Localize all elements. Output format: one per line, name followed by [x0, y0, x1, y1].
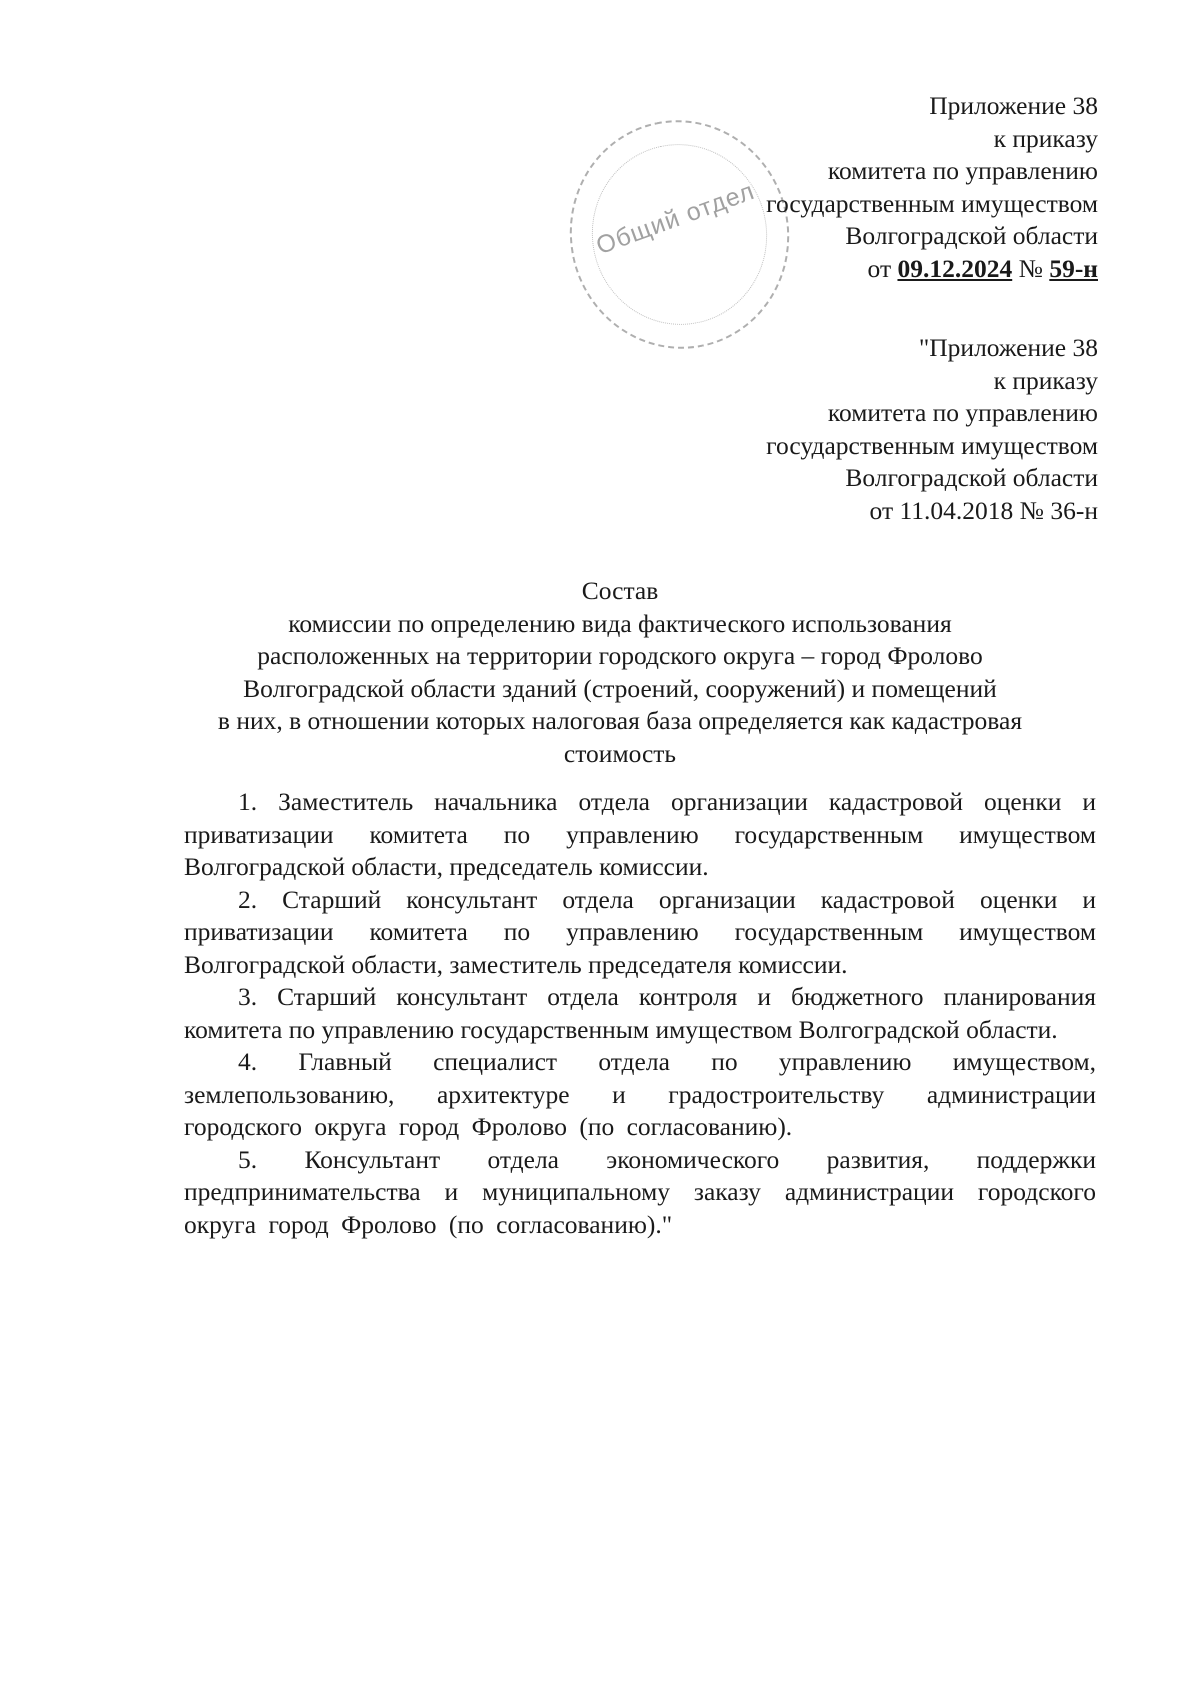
- prev-appendix-label: "Приложение 38: [918, 333, 1098, 362]
- title-heading: Состав: [581, 576, 659, 605]
- member-item: 4. Главный специалист отдела по управлению имуществом, землепользованию, архитектуре и градостроительству администрации городского округа город Фролово (по согласованию).: [184, 1047, 1096, 1141]
- title-line: расположенных на территории городского округа – город Фролово: [257, 641, 983, 670]
- member-item: 2. Старший консультант отдела организации кадастровой оценки и приватизации комитета по управлению государственным имуществом Волгоградской области, заместитель председателя комиссии.: [184, 884, 1096, 979]
- prev-committee-label: комитета по управлению: [827, 398, 1098, 427]
- title-line: комиссии по определению вида фактического использования: [288, 608, 952, 638]
- member-item: 1. Заместитель начальника отдела организации кадастровой оценки и приватизации комитета по управлению государственным имуществом Волгоградской области, председатель комиссии.: [184, 787, 1096, 881]
- previous-order-header: [600, 332, 1098, 527]
- committee-label: комитета по управлению: [827, 156, 1098, 185]
- member-item: 5. Консультант отдела экономического развития, поддержки предпринимательства и муниципальному заказу администрации городского округа город Фролово (по согласованию).": [184, 1144, 1096, 1239]
- title-line: в них, в отношении которых налоговая база определяется как кадастровая: [217, 706, 1023, 735]
- current-order-header: [600, 90, 1098, 285]
- document-title: [160, 575, 1080, 770]
- region-label: Волгоградской области: [845, 221, 1098, 250]
- prev-region-label: Волгоградской области: [845, 463, 1098, 492]
- appendix-label: Приложение 38: [929, 91, 1098, 120]
- order-number: 59-н: [1049, 253, 1098, 283]
- order-date: 09.12.2024: [897, 253, 1013, 283]
- prev-property-label: государственным имуществом: [766, 430, 1098, 460]
- member-item: 3. Старший консультант отдела контроля и бюджетного планирования комитета по управлению государственным имуществом Волгоградской области.: [184, 982, 1096, 1044]
- members-list: [184, 786, 1096, 1241]
- prev-to-order-label: к приказу: [993, 365, 1098, 395]
- stamp-text: Общий отдел: [592, 176, 759, 261]
- to-order-label: к приказу: [993, 123, 1098, 153]
- number-prefix: №: [1012, 253, 1050, 283]
- title-line: Волгоградской области зданий (строений, сооружений) и помещений: [243, 673, 997, 703]
- order-date-line: [600, 253, 1098, 286]
- prev-date-line: от 11.04.2018 № 36-н: [869, 495, 1098, 525]
- property-label: государственным имуществом: [766, 188, 1098, 218]
- date-prefix: от: [867, 253, 898, 283]
- title-line: стоимость: [563, 738, 677, 768]
